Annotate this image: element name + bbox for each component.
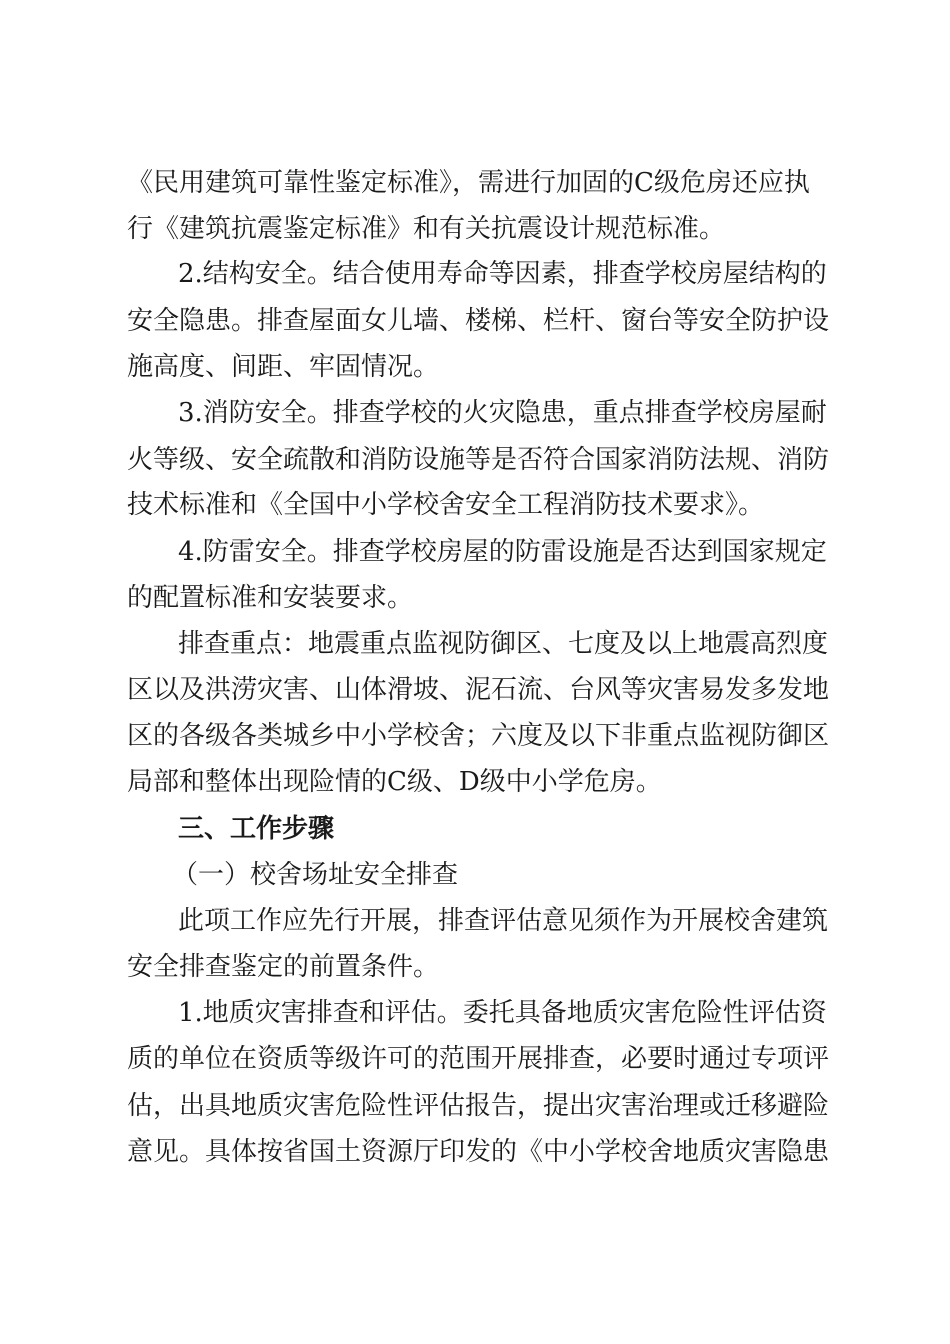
text-line: 火等级、安全疏散和消防设施等是否符合国家消防法规、消防 bbox=[127, 445, 830, 475]
text-line: 《民用建筑可靠性鉴定标准》，需进行加固的C级危房还应执 bbox=[127, 168, 810, 198]
text-line: 1.地质灾害排查和评估。委托具备地质灾害危险性评估资 bbox=[178, 998, 827, 1028]
section-heading: 三、工作步骤 bbox=[178, 814, 335, 844]
text-line: 局部和整体出现险情的C级、D级中小学危房。 bbox=[127, 767, 662, 797]
text-line: 安全排查鉴定的前置条件。 bbox=[127, 952, 440, 982]
text-line: 2.结构安全。结合使用寿命等因素，排查学校房屋结构的 bbox=[178, 259, 827, 289]
text-line: 质的单位在资质等级许可的范围开展排查，必要时通过专项评 bbox=[127, 1044, 830, 1074]
text-line: 此项工作应先行开展，排查评估意见须作为开展校舍建筑 bbox=[178, 906, 829, 936]
text-line: 技术标准和《全国中小学校舍安全工程消防技术要求》。 bbox=[127, 490, 765, 520]
text-line: 估，出具地质灾害危险性评估报告，提出灾害治理或迁移避险 bbox=[127, 1091, 830, 1121]
text-line: 行《建筑抗震鉴定标准》和有关抗震设计规范标准。 bbox=[127, 214, 726, 244]
text-line: 安全隐患。排查屋面女儿墙、楼梯、栏杆、窗台等安全防护设 bbox=[127, 306, 830, 336]
text-line: 区的各级各类城乡中小学校舍；六度及以下非重点监视防御区 bbox=[127, 721, 830, 751]
text-line: 施高度、间距、牢固情况。 bbox=[127, 352, 440, 382]
text-line: 的配置标准和安装要求。 bbox=[127, 583, 414, 613]
text-line: 区以及洪涝灾害、山体滑坡、泥石流、台风等灾害易发多发地 bbox=[127, 675, 830, 705]
text-line: 意见。具体按省国土资源厅印发的《中小学校舍地质灾害隐患 bbox=[127, 1137, 830, 1167]
text-line: 排查重点：地震重点监视防御区、七度及以上地震高烈度 bbox=[178, 629, 829, 659]
subsection-heading: （一）校舍场址安全排查 bbox=[172, 860, 459, 890]
text-line: 3.消防安全。排查学校的火灾隐患，重点排查学校房屋耐 bbox=[178, 398, 827, 428]
text-line: 4.防雷安全。排查学校房屋的防雷设施是否达到国家规定 bbox=[178, 537, 827, 567]
